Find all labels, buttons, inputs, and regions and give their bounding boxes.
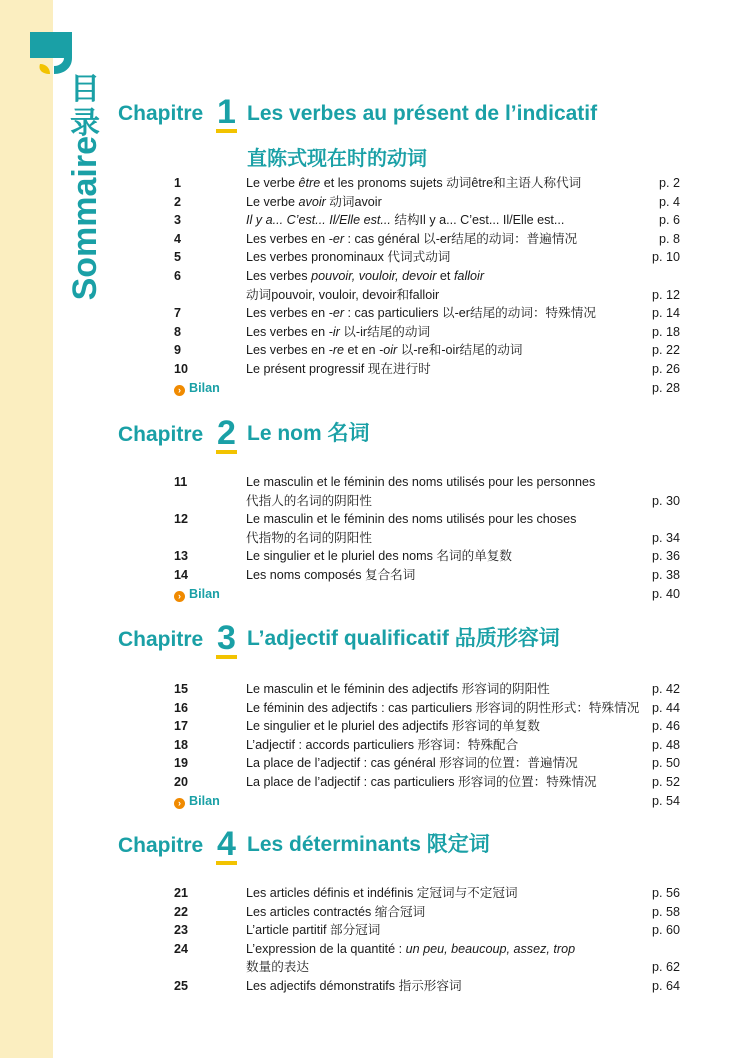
toc-text	[246, 736, 518, 755]
toc-row[interactable]	[174, 473, 680, 492]
toc-page: p. 10	[651, 250, 680, 265]
toc-text-part: Le verbe	[246, 176, 299, 190]
toc-row[interactable]	[174, 566, 680, 585]
toc-text-part: Les articles contractés 缩合冠词	[246, 904, 426, 919]
chapter-title-cn: 直陈式现在时的动词	[247, 148, 427, 170]
toc-text-part: et les pronoms sujets 动词être和主语人称代词	[320, 176, 582, 190]
toc-number: 25	[174, 978, 189, 993]
toc-row[interactable]	[174, 754, 680, 773]
chapter-label: Chapitre	[118, 102, 204, 125]
toc-row[interactable]	[174, 921, 680, 940]
toc-text-part: Les verbes pronominaux 代词式动词	[246, 250, 451, 265]
toc-text	[246, 680, 550, 699]
toc-page: p. 26	[651, 361, 680, 376]
toc-text	[246, 492, 372, 511]
chapter-section	[118, 93, 718, 395]
chapter-heading	[118, 619, 718, 668]
toc-text-italic: -er	[328, 231, 345, 246]
chapter-number: 4	[217, 825, 236, 863]
toc-number: 15	[174, 682, 189, 696]
toc-number: 6	[174, 268, 182, 283]
chapter-section	[118, 825, 718, 993]
toc-text	[246, 699, 639, 718]
toc-text-part: Les adjectifs démonstratifs 指示形容词	[246, 978, 462, 993]
toc-text-part: : cas général 以-er结尾的动词：普遍情况	[344, 231, 578, 246]
toc-row[interactable]	[174, 958, 680, 977]
toc-text	[246, 174, 581, 193]
toc-text-part: 以-ir结尾的动词	[339, 324, 431, 339]
toc-text-part: La place de l’adjectif : cas particuliers 形容词的位置：特殊情况	[246, 774, 597, 789]
toc-text-italic: pouvoir, vouloir, devoir	[311, 268, 437, 283]
bilan-row[interactable]	[174, 585, 680, 604]
arrow-right-icon: ›	[174, 591, 185, 602]
toc-page: p. 30	[651, 493, 680, 508]
bilan-label	[174, 792, 234, 811]
toc-number: 18	[174, 737, 189, 752]
arrow-right-icon: ›	[174, 385, 185, 396]
toc-page: p. 46	[651, 719, 680, 734]
toc-text-part: Les noms composés 复合名词	[246, 567, 416, 582]
toc-number: 20	[174, 774, 189, 789]
toc-text	[246, 510, 576, 529]
toc-page: p. 4	[658, 194, 680, 209]
toc-page: p. 34	[651, 530, 680, 545]
sidebar-title	[64, 73, 106, 392]
chapter-label: Chapitre	[118, 628, 204, 651]
toc-text	[246, 267, 484, 286]
toc-row[interactable]	[174, 267, 680, 286]
toc-row[interactable]	[174, 529, 680, 548]
toc-text	[246, 360, 431, 379]
toc-number: 5	[174, 250, 182, 265]
chapter-label: Chapitre	[118, 834, 204, 857]
toc-text	[246, 473, 595, 492]
toc-text-part: Le masculin et le féminin des noms utilisés pour les personnes	[246, 475, 596, 489]
toc-page: p. 38	[651, 567, 680, 582]
toc-text-part: 结构Il y a... C’est... Il/Elle est...	[390, 213, 565, 228]
toc-page: p. 6	[658, 213, 680, 228]
toc-text-part: 以-re和-oir结尾的动词	[397, 343, 523, 358]
quote-mark-icon	[28, 28, 76, 76]
toc-text	[246, 977, 462, 996]
toc-row[interactable]	[174, 230, 680, 249]
chapter-heading	[118, 825, 718, 874]
chapter-title: Le nom 名词	[247, 422, 370, 445]
toc-page: p. 8	[658, 231, 680, 246]
sidebar-title-fr: Sommaire	[65, 136, 104, 301]
bilan-row[interactable]	[174, 792, 680, 811]
toc-text	[246, 304, 596, 323]
toc-text	[246, 547, 512, 566]
toc-text	[246, 884, 518, 903]
toc-row[interactable]	[174, 940, 680, 959]
toc-text	[246, 717, 540, 736]
bilan-row[interactable]	[174, 379, 680, 398]
chapter-title: L’adjectif qualificatif 品质形容词	[247, 627, 560, 650]
toc-text	[246, 940, 575, 959]
toc-text-part: 动词avoir	[325, 194, 382, 209]
toc-text	[246, 958, 309, 977]
toc-text-italic: -er	[328, 306, 345, 321]
toc-row[interactable]	[174, 884, 680, 903]
toc-page: p. 12	[651, 287, 680, 302]
toc-number: 12	[174, 512, 189, 527]
toc-row[interactable]	[174, 286, 680, 305]
chapter-number: 2	[217, 414, 236, 452]
toc-row[interactable]	[174, 717, 680, 736]
toc-text-italic: falloir	[453, 268, 485, 283]
side-band	[0, 0, 53, 1058]
chapter-heading	[118, 414, 718, 463]
toc-row[interactable]	[174, 492, 680, 511]
toc-text	[246, 193, 382, 212]
toc-row[interactable]	[174, 903, 680, 922]
toc-text-part: Le féminin des adjectifs : cas particuliers 形容词的阴性形式：特殊情况	[246, 700, 640, 715]
toc-text-part: Les verbes en	[246, 231, 329, 246]
toc-text-part: 代指物的名词的阴阳性	[246, 530, 372, 545]
toc-row[interactable]	[174, 680, 680, 699]
toc-page: p. 18	[651, 324, 680, 339]
toc-text-italic: un peu, beaucoup, assez, trop	[405, 941, 576, 956]
bilan-text: Bilan	[189, 793, 220, 808]
bilan-text: Bilan	[189, 380, 220, 395]
chapter-title: Les verbes au présent de l’indicatif	[247, 102, 598, 125]
bilan-label	[174, 379, 234, 398]
bilan-label	[174, 585, 234, 604]
toc-page: p. 44	[651, 700, 680, 715]
toc-number: 24	[174, 941, 189, 956]
chapter-number: 3	[217, 619, 236, 657]
toc-number: 23	[174, 923, 189, 938]
toc-number: 11	[174, 475, 188, 489]
toc-text-part: Le verbe	[246, 194, 299, 209]
toc-row[interactable]	[174, 211, 680, 230]
toc-text	[246, 341, 523, 360]
toc-text-part: et	[436, 268, 454, 283]
toc-row[interactable]	[174, 773, 680, 792]
toc-page: p. 52	[651, 774, 680, 789]
toc-text-part: Les verbes en	[246, 324, 329, 339]
bilan-page: p. 40	[651, 586, 680, 601]
chapter-number: 1	[217, 93, 236, 131]
toc-page: p. 14	[651, 306, 680, 321]
toc-text-part: 数量的表达	[246, 960, 309, 975]
toc-number: 7	[174, 306, 182, 321]
toc-text	[246, 773, 597, 792]
toc-number: 10	[174, 361, 189, 376]
toc-text	[246, 529, 372, 548]
toc-text-part: Les verbes en	[246, 306, 329, 321]
toc-text	[246, 286, 439, 305]
toc-number: 21	[174, 886, 189, 900]
toc-page: p. 62	[651, 960, 680, 975]
toc-text	[246, 211, 564, 230]
chapter-entries	[174, 473, 680, 603]
toc-text	[246, 230, 577, 249]
chapter-section	[118, 619, 718, 808]
toc-row[interactable]	[174, 248, 680, 267]
toc-text-part: Les articles définis et indéfinis 定冠词与不定冠词	[246, 886, 518, 900]
bilan-page: p. 28	[651, 380, 680, 395]
toc-text-part: L’article partitif 部分冠词	[246, 923, 381, 938]
toc-page: p. 56	[651, 886, 680, 900]
toc-text	[246, 323, 430, 342]
bilan-page: p. 54	[651, 793, 680, 808]
toc-text-part: Les verbes	[246, 268, 312, 283]
toc-text-part: Les verbes en	[246, 343, 329, 358]
toc-text-italic: -re	[328, 343, 345, 358]
toc-page: p. 64	[651, 978, 680, 993]
toc-number: 22	[174, 904, 189, 919]
toc-text-part: 代指人的名词的阴阳性	[246, 493, 372, 508]
toc-text	[246, 903, 425, 922]
toc-text-part: Le masculin et le féminin des adjectifs 形容词的阴阳性	[246, 682, 550, 696]
chapter-entries	[174, 680, 680, 810]
toc-number: 1	[174, 176, 182, 190]
toc-page: p. 36	[651, 549, 680, 564]
toc-row[interactable]	[174, 699, 680, 718]
toc-text-italic: -ir	[328, 324, 340, 339]
chapter-entries	[174, 884, 680, 996]
toc-text-part: : cas particuliers 以-er结尾的动词：特殊情况	[344, 306, 596, 321]
toc-text	[246, 566, 415, 585]
toc-number: 16	[174, 700, 189, 715]
toc-text-part: L’adjectif : accords particuliers 形容词：特殊配合	[246, 737, 519, 752]
toc-number: 4	[174, 231, 182, 246]
bilan-text: Bilan	[189, 586, 220, 601]
toc-page: p. 48	[651, 737, 680, 752]
toc-text-part: L’expression de la quantité :	[246, 941, 406, 956]
toc-row[interactable]	[174, 547, 680, 566]
toc-number: 8	[174, 324, 182, 339]
toc-text-italic: avoir	[298, 194, 326, 209]
toc-number: 3	[174, 213, 182, 228]
toc-page: p. 50	[651, 756, 680, 771]
toc-text-part: La place de l’adjectif : cas général 形容词的位置：普遍情况	[246, 756, 578, 771]
arrow-right-icon: ›	[174, 798, 185, 809]
toc-text-italic: -oir	[379, 343, 398, 358]
toc-row[interactable]	[174, 977, 680, 996]
toc-number: 14	[174, 567, 189, 582]
toc-text-part: et en	[344, 343, 380, 358]
toc-row[interactable]	[174, 193, 680, 212]
toc-page: p. 22	[651, 343, 680, 358]
toc-number: 13	[174, 549, 189, 564]
toc-number: 2	[174, 194, 182, 209]
toc-row[interactable]	[174, 736, 680, 755]
toc-text-part: Le singulier et le pluriel des adjectifs 形容词的单复数	[246, 719, 540, 734]
toc-text	[246, 921, 380, 940]
chapter-label: Chapitre	[118, 423, 204, 446]
chapter-heading	[118, 93, 718, 170]
toc-page: p. 42	[651, 682, 680, 696]
chapter-section	[118, 414, 718, 601]
sidebar-title-cn: 目 录	[70, 73, 100, 140]
toc-text-part: 动词pouvoir, vouloir, devoir和falloir	[246, 287, 440, 302]
toc-number: 17	[174, 719, 189, 734]
toc-number: 9	[174, 343, 182, 358]
chapter-title: Les déterminants 限定词	[247, 833, 490, 856]
toc-row[interactable]	[174, 323, 680, 342]
toc-text-part: Le singulier et le pluriel des noms 名词的单复数	[246, 549, 512, 564]
toc-row[interactable]	[174, 304, 680, 323]
toc-row[interactable]	[174, 174, 680, 193]
toc-row[interactable]	[174, 341, 680, 360]
chapter-entries	[174, 174, 680, 397]
toc-page: p. 2	[658, 176, 680, 190]
toc-text	[246, 754, 578, 773]
toc-text-part: Le masculin et le féminin des noms utilisés pour les choses	[246, 512, 577, 527]
toc-text	[246, 248, 450, 267]
toc-page: p. 58	[651, 904, 680, 919]
toc-row[interactable]	[174, 360, 680, 379]
toc-number: 19	[174, 756, 189, 771]
toc-page: p. 60	[651, 923, 680, 938]
toc-text-italic: Il y a... C’est... Il/Elle est...	[246, 213, 391, 228]
toc-text-part: Le présent progressif 现在进行时	[246, 361, 431, 376]
toc-row[interactable]	[174, 510, 680, 529]
toc-text-italic: être	[298, 176, 321, 190]
